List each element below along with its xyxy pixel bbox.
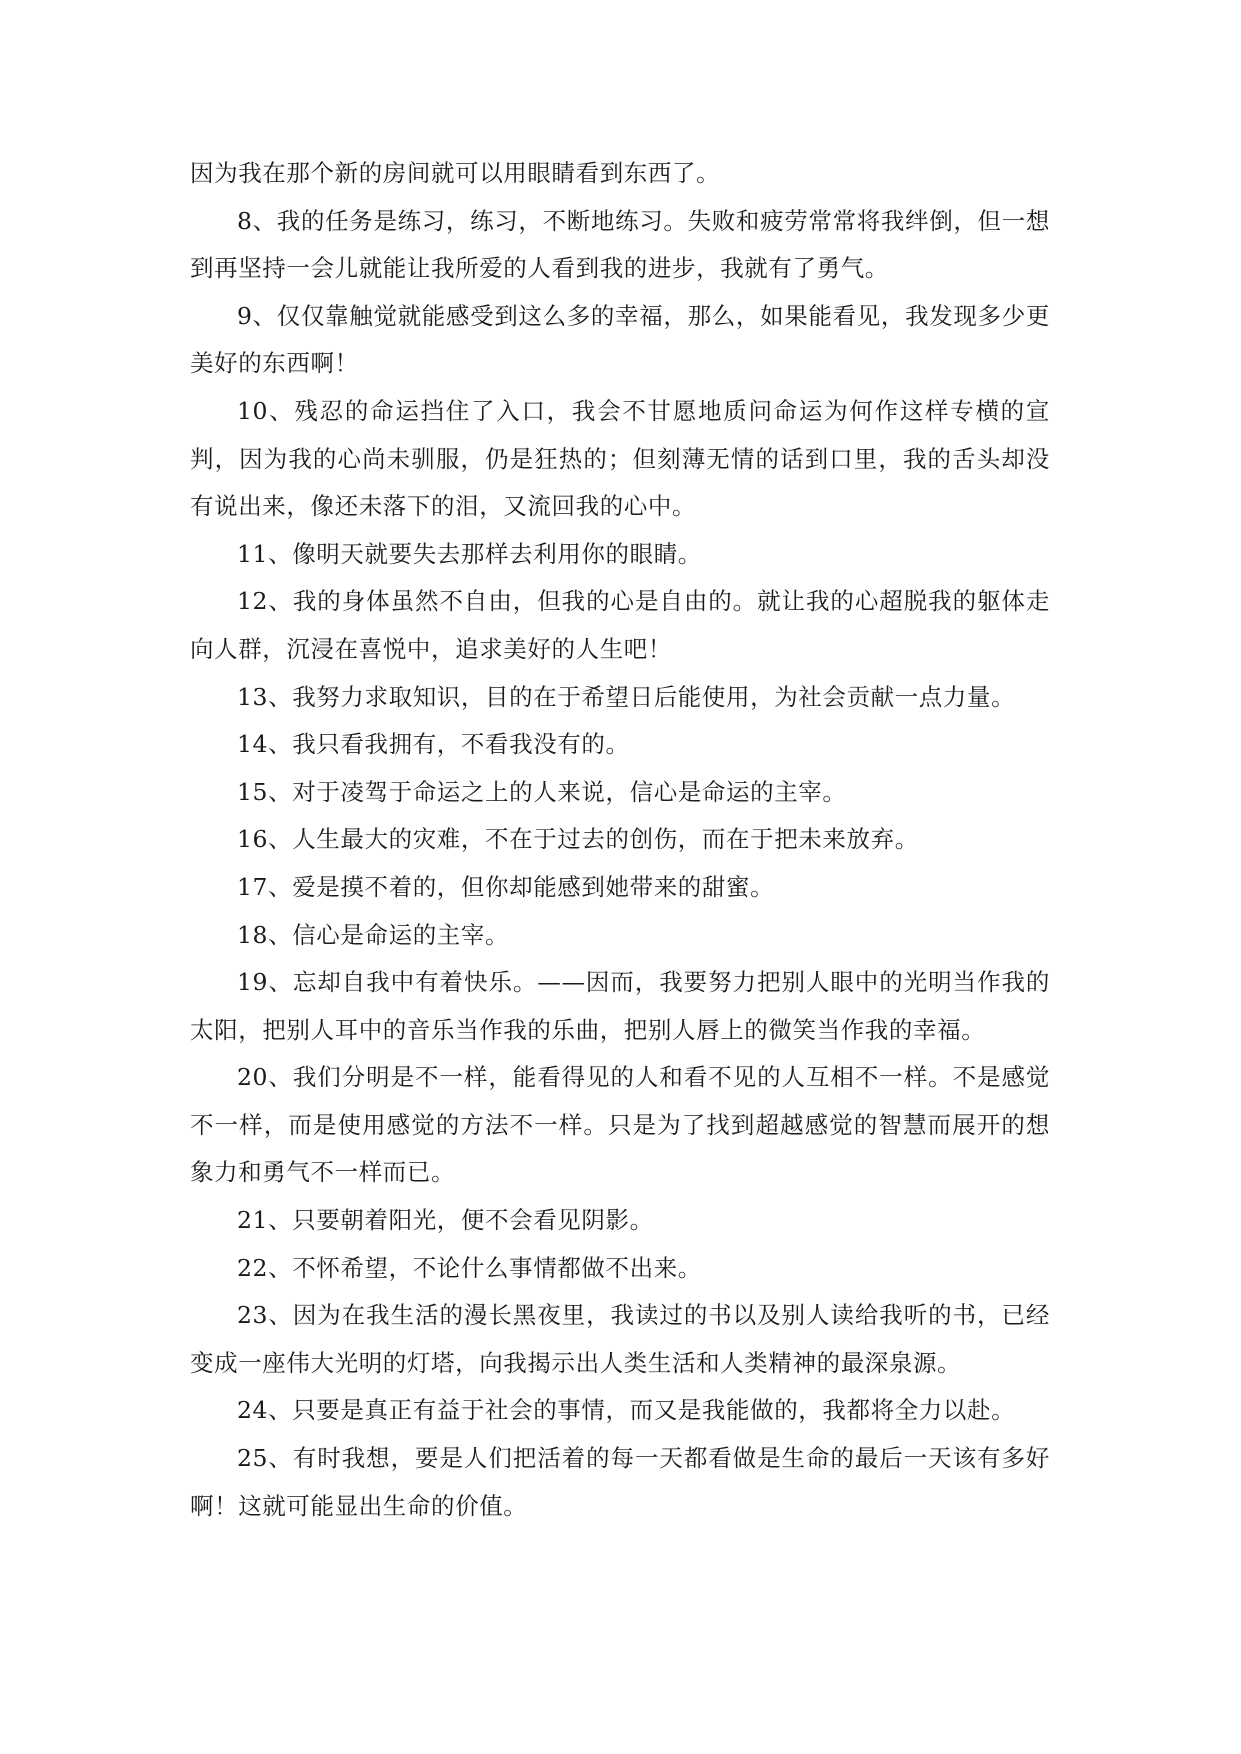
quote-item-18: 18、信心是命运的主宰。 <box>237 920 510 949</box>
quote-item-19: 19、忘却自我中有着快乐。——因而，我要努力把别人眼中的光明当作我的太阳，把别人耳中的音乐当作我的乐曲，把别人唇上的微笑当作我的幸福。 <box>190 968 1050 1044</box>
quote-item-24: 24、只要是真正有益于社会的事情，而又是我能做的，我都将全力以赴。 <box>237 1396 1016 1425</box>
document-body <box>190 150 1050 1530</box>
paragraph-continuation: 因为我在那个新的房间就可以用眼睛看到东西了。 <box>190 159 721 187</box>
quote-item-11: 11、像明天就要失去那样去利用你的眼睛。 <box>237 539 702 568</box>
quote-item-13: 13、我努力求取知识，目的在于希望日后能使用，为社会贡献一点力量。 <box>237 682 1016 711</box>
quote-item-9: 9、仅仅靠触觉就能感受到这么多的幸福，那么，如果能看见，我发现多少更美好的东西啊！ <box>190 301 1050 378</box>
quote-item-20: 20、我们分明是不一样，能看得见的人和看不见的人互相不一样。不是感觉不一样，而是使用感觉的方法不一样。只是为了找到超越感觉的智慧而展开的想象力和勇气不一样而已。 <box>190 1063 1050 1187</box>
quote-item-14: 14、我只看我拥有，不看我没有的。 <box>237 730 630 759</box>
quote-item-22: 22、不怀希望，不论什么事情都做不出来。 <box>237 1253 702 1282</box>
quote-item-23: 23、因为在我生活的漫长黑夜里，我读过的书以及别人读给我听的书，已经变成一座伟大光明的灯塔，向我揭示出人类生活和人类精神的最深泉源。 <box>190 1301 1050 1377</box>
quote-item-21: 21、只要朝着阳光，便不会看见阴影。 <box>237 1206 654 1235</box>
quote-item-12: 12、我的身体虽然不自由，但我的心是自由的。就让我的心超脱我的躯体走向人群，沉浸在喜悦中，追求美好的人生吧！ <box>190 587 1050 663</box>
quote-item-17: 17、爱是摸不着的，但你却能感到她带来的甜蜜。 <box>237 872 775 901</box>
quote-item-8: 8、我的任务是练习，练习，不断地练习。失败和疲劳常常将我绊倒，但一想到再坚持一会儿就能让我所爱的人看到我的进步，我就有了勇气。 <box>190 206 1050 283</box>
quote-item-15: 15、对于凌驾于命运之上的人来说，信心是命运的主宰。 <box>237 777 847 806</box>
quote-item-16: 16、人生最大的灾难，不在于过去的创伤，而在于把未来放弃。 <box>237 825 919 854</box>
quote-item-25: 25、有时我想，要是人们把活着的每一天都看做是生命的最后一天该有多好啊！这就可能显出生命的价值。 <box>190 1444 1050 1520</box>
quote-item-10: 10、残忍的命运挡住了入口，我会不甘愿地质问命运为何作这样专横的宣判，因为我的心尚未驯服，仍是狂热的；但刻薄无情的话到口里，我的舌头却没有说出来，像还未落下的泪，又流回我的心中。 <box>190 396 1050 521</box>
